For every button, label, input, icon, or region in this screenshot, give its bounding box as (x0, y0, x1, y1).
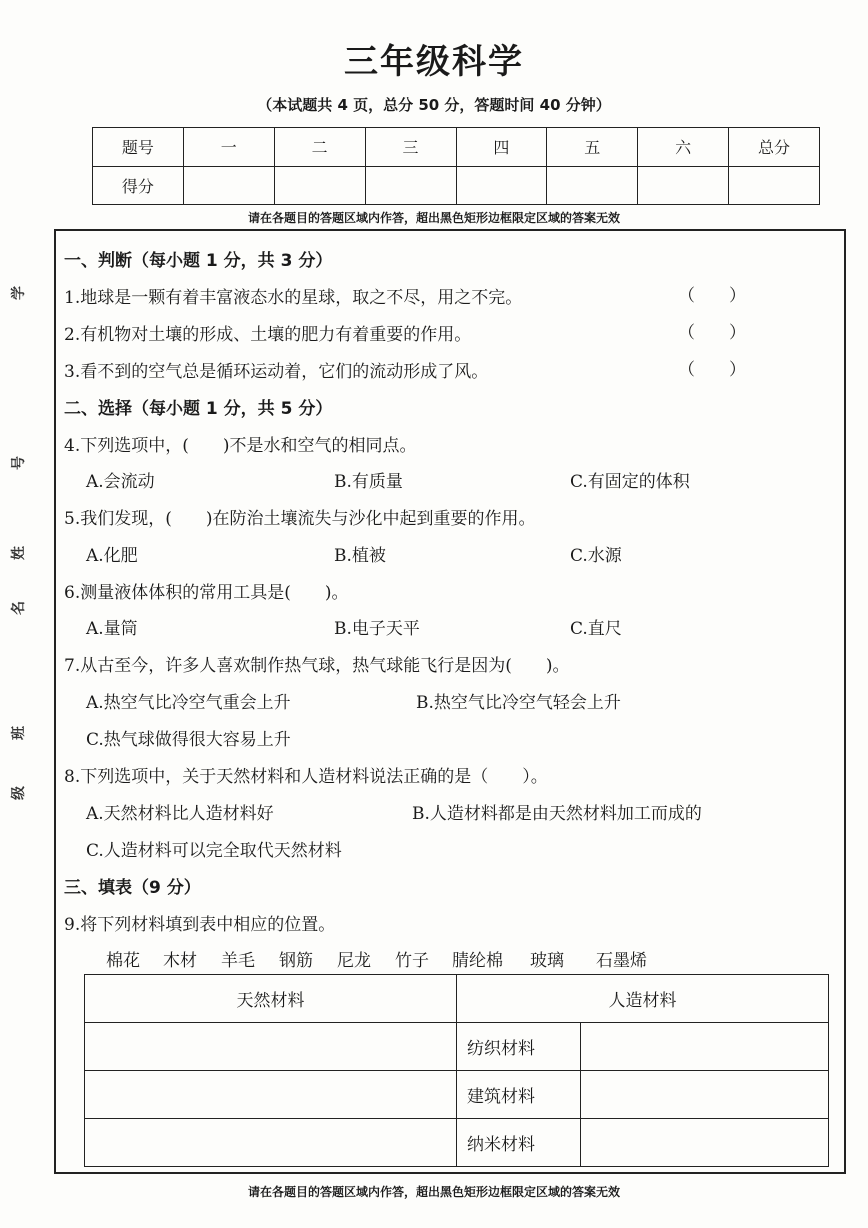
material-word: 羊毛 (221, 951, 255, 971)
side-label: 名 (11, 601, 27, 615)
option-a[interactable]: A.天然材料比人造材料好 (86, 804, 274, 824)
score-cell[interactable] (547, 166, 638, 205)
question-3: 3.看不到的空气总是循环运动着，它们的流动形成了风。 (64, 362, 489, 382)
answer-bracket[interactable]: （ ） (678, 323, 746, 343)
natural-answer-cell[interactable] (85, 1071, 457, 1119)
question-1: 1.地球是一颗有着丰富液态水的星球，取之不尽，用之不完。 (64, 288, 523, 308)
artificial-answer-cell[interactable] (581, 1119, 829, 1167)
side-label: 姓 (11, 546, 27, 560)
material-classification-table (84, 974, 829, 1167)
side-label: 学 (11, 286, 27, 300)
option-a[interactable]: A.化肥 (86, 546, 138, 566)
page-title: 三年级科学 (344, 42, 524, 82)
question-7: 7.从古至今，许多人喜欢制作热气球，热气球能飞行是因为( )。 (64, 656, 570, 676)
answer-bracket[interactable]: （ ） (678, 286, 746, 306)
question-9: 9.将下列材料填到表中相应的位置。 (64, 915, 336, 935)
section-heading-judge: 一、判断（每小题 1 分，共 3 分） (64, 251, 333, 271)
option-b[interactable]: B.电子天平 (334, 619, 420, 639)
score-cell[interactable] (365, 166, 456, 205)
score-table-row (93, 166, 820, 205)
material-table-row (85, 1071, 829, 1119)
option-c[interactable]: C.水源 (570, 546, 622, 566)
question-5: 5.我们发现，( )在防治土壤流失与沙化中起到重要的作用。 (64, 509, 536, 529)
option-a[interactable]: A.会流动 (86, 472, 155, 492)
score-cell[interactable] (183, 166, 274, 205)
answer-area-notice-top: 请在各题目的答题区域内作答，超出黑色矩形边框限定区域的答案无效 (247, 211, 620, 225)
header-artificial-materials: 人造材料 (457, 975, 829, 1023)
score-header-cell: 六 (638, 128, 729, 167)
score-header-cell: 题号 (93, 128, 184, 167)
score-header-cell: 四 (456, 128, 547, 167)
score-cell[interactable] (456, 166, 547, 205)
material-word: 竹子 (395, 951, 429, 971)
question-8: 8.下列选项中，关于天然材料和人造材料说法正确的是（ ）。 (64, 767, 548, 787)
material-word: 腈纶棉 (452, 951, 503, 971)
material-table-header (85, 975, 829, 1023)
score-header-cell: 三 (365, 128, 456, 167)
score-row-label: 得分 (93, 166, 184, 205)
question-6: 6.测量液体体积的常用工具是( )。 (64, 583, 349, 603)
option-c[interactable]: C.有固定的体积 (570, 472, 690, 492)
artificial-answer-cell[interactable] (581, 1071, 829, 1119)
artificial-answer-cell[interactable] (581, 1023, 829, 1071)
score-table (92, 127, 820, 205)
material-word: 尼龙 (337, 951, 371, 971)
material-word: 石墨烯 (596, 951, 647, 971)
option-a[interactable]: A.热空气比冷空气重会上升 (86, 693, 291, 713)
score-header-cell: 一 (183, 128, 274, 167)
category-label: 纺织材料 (457, 1023, 581, 1071)
category-label: 纳米材料 (457, 1119, 581, 1167)
option-b[interactable]: B.热空气比冷空气轻会上升 (416, 693, 621, 713)
score-header-cell: 五 (547, 128, 638, 167)
material-word: 玻璃 (530, 951, 564, 971)
answer-area-notice-bottom: 请在各题目的答题区域内作答，超出黑色矩形边框限定区域的答案无效 (247, 1185, 620, 1199)
natural-answer-cell[interactable] (85, 1119, 457, 1167)
score-header-cell: 二 (274, 128, 365, 167)
material-table-row (85, 1119, 829, 1167)
section-heading-choice: 二、选择（每小题 1 分，共 5 分） (64, 399, 333, 419)
side-label: 级 (11, 786, 27, 800)
material-word: 木材 (163, 951, 197, 971)
score-header-cell: 总分 (729, 128, 820, 167)
question-4: 4.下列选项中，( )不是水和空气的相同点。 (64, 436, 417, 456)
section-heading-fill: 三、填表（9 分） (64, 878, 201, 898)
option-c[interactable]: C.人造材料可以完全取代天然材料 (86, 841, 342, 861)
option-b[interactable]: B.人造材料都是由天然材料加工而成的 (412, 804, 702, 824)
material-table-row (85, 1023, 829, 1071)
option-c[interactable]: C.直尺 (570, 619, 622, 639)
question-2: 2.有机物对土壤的形成、土壤的肥力有着重要的作用。 (64, 325, 472, 345)
score-cell[interactable] (729, 166, 820, 205)
header-natural-materials: 天然材料 (85, 975, 457, 1023)
score-cell[interactable] (274, 166, 365, 205)
exam-info: （本试题共 4 页，总分 50 分，答题时间 40 分钟） (257, 96, 611, 114)
option-c[interactable]: C.热气球做得很大容易上升 (86, 730, 291, 750)
score-table-header (93, 128, 820, 167)
option-a[interactable]: A.量筒 (86, 619, 138, 639)
score-cell[interactable] (638, 166, 729, 205)
side-label: 班 (11, 726, 27, 740)
option-b[interactable]: B.有质量 (334, 472, 403, 492)
material-word: 棉花 (106, 951, 140, 971)
material-word: 钢筋 (279, 951, 313, 971)
natural-answer-cell[interactable] (85, 1023, 457, 1071)
answer-bracket[interactable]: （ ） (678, 360, 746, 380)
category-label: 建筑材料 (457, 1071, 581, 1119)
option-b[interactable]: B.植被 (334, 546, 386, 566)
side-label: 号 (11, 456, 27, 470)
